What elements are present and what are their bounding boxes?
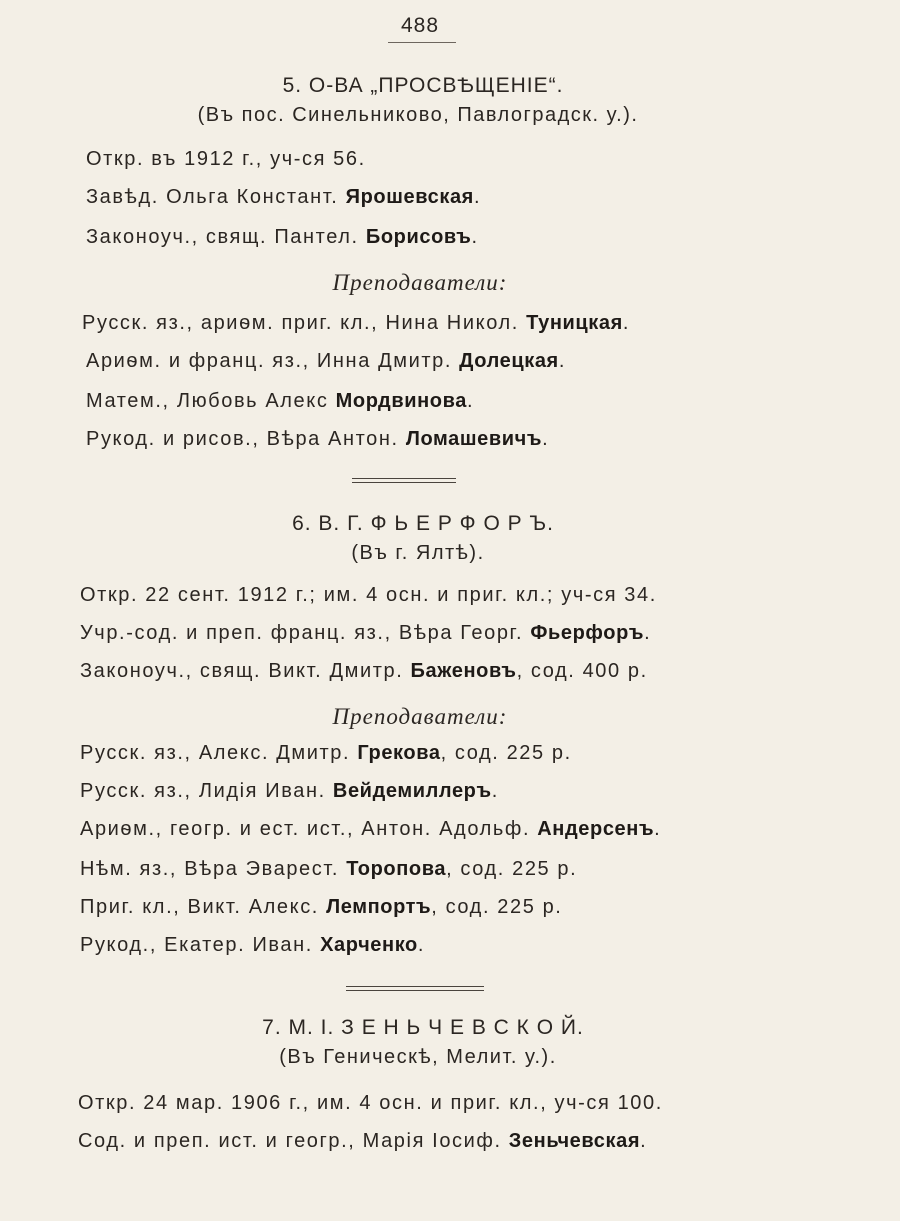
- page-number: 488: [400, 14, 440, 37]
- entry-text: Откр. въ 1912 г., уч-ся 56.: [86, 148, 366, 170]
- entry-line: [78, 1092, 663, 1115]
- section-title: 5. О-ВА „ПРОСВѢЩЕНІЕ“.: [282, 74, 564, 97]
- entry-text: Законоуч., свящ. Викт. Дмитр.: [80, 660, 411, 682]
- person-surname: Фьерфоръ: [530, 622, 645, 644]
- entry-tail: .: [622, 312, 631, 334]
- teacher-line: [80, 896, 562, 919]
- person-surname: Баженовъ: [410, 660, 517, 682]
- entry-text: Законоуч., свящ. Пантел.: [86, 226, 366, 248]
- entry-text: Откр. 24 мар. 1906 г., им. 4 осн. и приг. кл., уч-ся 100.: [78, 1092, 663, 1114]
- entry-text: Приг. кл., Викт. Алекс.: [80, 896, 327, 918]
- section-divider: [352, 478, 456, 483]
- person-surname: Борисовъ: [365, 226, 472, 248]
- entry-tail: .: [640, 1130, 648, 1152]
- entry-line: [78, 1130, 647, 1153]
- entry-tail: .: [473, 186, 482, 208]
- entry-text: Русск. яз., Алекс. Дмитр.: [80, 742, 358, 764]
- teacher-line: [80, 934, 425, 957]
- teacher-line: [86, 390, 474, 413]
- teacher-line: [86, 350, 566, 373]
- teacher-line: [80, 818, 661, 841]
- entry-line: [86, 148, 366, 171]
- section-subtitle: (Въ г. Ялтѣ).: [351, 542, 485, 564]
- entry-line: [80, 584, 657, 607]
- entry-tail: , сод. 225 р.: [431, 896, 563, 918]
- entry-tail: .: [471, 226, 479, 248]
- entry-text: Сод. и преп. ист. и геогр., Марія Іосиф.: [78, 1130, 509, 1152]
- teacher-line: [80, 858, 577, 881]
- person-surname: Ярошевская: [345, 186, 474, 208]
- entry-tail: , сод. 400 р.: [516, 660, 648, 682]
- person-surname: Ломашевичъ: [405, 428, 543, 450]
- entry-text: Русск. яз., ариѳм. приг. кл., Нина Никол.: [82, 312, 527, 334]
- entry-tail: .: [654, 818, 662, 840]
- entry-text: Русск. яз., Лидія Иван.: [80, 780, 333, 802]
- person-surname: Зеньчевская: [508, 1130, 641, 1152]
- entry-text: Рукод. и рисов., Вѣра Антон.: [86, 428, 406, 450]
- entry-text: Ариѳм. и франц. яз., Инна Дмитр.: [86, 350, 460, 372]
- section-subtitle: (Въ Геническѣ, Мелит. у.).: [279, 1046, 557, 1068]
- entry-tail: , сод. 225 р.: [440, 742, 572, 764]
- entry-tail: , сод. 225 р.: [446, 858, 578, 880]
- entry-text: Нѣм. яз., Вѣра Эварест.: [80, 858, 347, 880]
- entry-line: [86, 186, 481, 209]
- person-surname: Мордвинова: [335, 390, 467, 412]
- entry-text: Учр.-сод. и преп. франц. яз., Вѣра Георг.: [80, 622, 531, 644]
- person-surname: Андерсенъ: [537, 818, 655, 840]
- person-surname: Торопова: [346, 858, 447, 880]
- entry-text: Ариѳм., геогр. и ест. ист., Антон. Адольф.: [80, 818, 538, 840]
- entry-tail: .: [491, 780, 499, 802]
- teacher-line: [80, 780, 499, 803]
- teachers-heading: Преподаватели:: [332, 270, 508, 295]
- person-surname: Грекова: [357, 742, 441, 764]
- entry-text: Откр. 22 сент. 1912 г.; им. 4 осн. и приг. кл.; уч-ся 34.: [80, 584, 657, 606]
- entry-line: [80, 622, 651, 645]
- entry-text: Рукод., Екатер. Иван.: [80, 934, 321, 956]
- page-number-rule: [388, 42, 456, 43]
- person-surname: Харченко: [320, 934, 418, 956]
- section-title: 7. М. І. З Е Н Ь Ч Е В С К О Й.: [262, 1016, 584, 1039]
- person-surname: Вейдемиллеръ: [332, 780, 492, 802]
- entry-text: Завѣд. Ольга Констант.: [86, 186, 346, 208]
- section-divider: [346, 986, 484, 991]
- teachers-heading: Преподаватели:: [332, 704, 508, 729]
- teacher-line: [86, 428, 549, 451]
- entry-line: [80, 660, 648, 683]
- person-surname: Туницкая: [526, 312, 623, 334]
- entry-line: [86, 226, 479, 249]
- section-subtitle: (Въ пос. Синельниково, Павлоградск. у.).: [197, 104, 639, 126]
- person-surname: Долецкая: [459, 350, 559, 372]
- teacher-line: [80, 742, 572, 765]
- entry-text: Матем., Любовь Алекс: [86, 390, 336, 412]
- entry-tail: .: [558, 350, 567, 372]
- section-title: 6. В. Г. Ф Ь Е Р Ф О Р Ъ.: [292, 512, 554, 535]
- entry-tail: .: [466, 390, 475, 412]
- entry-tail: .: [644, 622, 652, 644]
- entry-tail: .: [417, 934, 426, 956]
- person-surname: Лемпортъ: [326, 896, 432, 918]
- teacher-line: [82, 312, 630, 335]
- entry-tail: .: [542, 428, 550, 450]
